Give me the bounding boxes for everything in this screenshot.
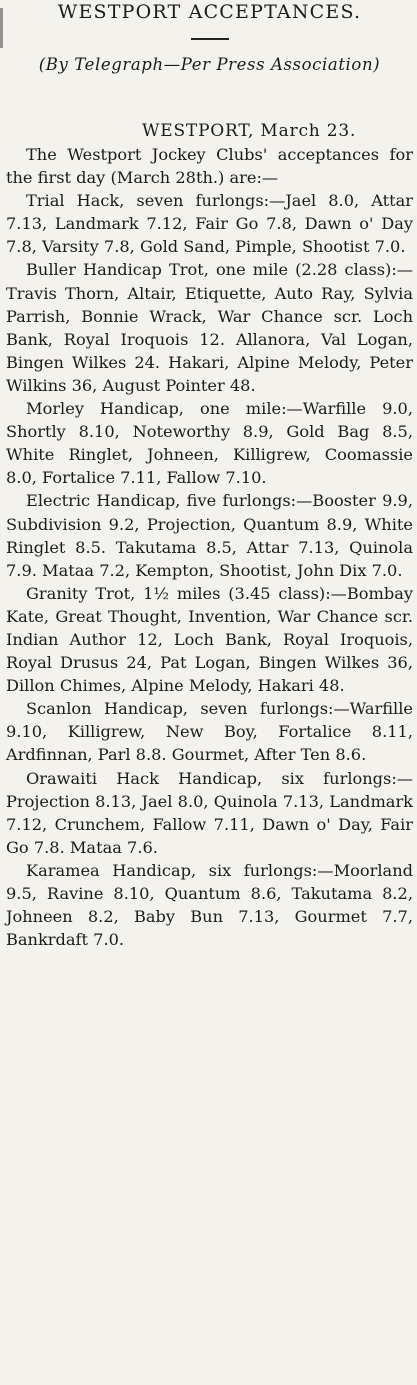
race-paragraph-karamea-handicap: Karamea Handicap, six furlongs:—Moorland 9.5, Ravine 8.10, Quantum 8.6, Takutama 8.2, Johneen 8.2, Baby Bun 7.13, Gourmet 7.7, Bankrdaft 7.0. (6, 860, 413, 950)
headline: WESTPORT ACCEPTANCES. (57, 1, 362, 23)
race-paragraph-trial-hack: Trial Hack, seven furlongs:—Jael 8.0, Attar 7.13, Landmark 7.12, Fair Go 7.8, Dawn o' Day 7.8, Varsity 7.8, Gold Sand, Pimple, Shootist 7.0. (6, 191, 413, 257)
race-paragraph-morley-handicap: Morley Handicap, one mile:—Warfille 9.0, Shortly 8.10, Noteworthy 8.9, Gold Bag 8.5, White Ringlet, Johneen, Killigrew, Coomassie 8.0, Fortalice 7.11, Fallow 7.10. (6, 399, 413, 488)
byline: (By Telegraph—Per Press Association) (38, 55, 381, 74)
dateline: WESTPORT, March 23. (142, 121, 357, 141)
race-paragraph-scanlon-handicap: Scanlon Handicap, seven furlongs:—Warfille 9.10, Killigrew, New Boy, Fortalice 8.11, Ardfinnan, Parl 8.8. Gourmet, After Ten 8.6. (6, 699, 413, 765)
headline-rule (191, 38, 229, 40)
column-edge-mark (0, 8, 3, 48)
race-paragraph-orawaiti-hack-handicap: Orawaiti Hack Handicap, six furlongs:—Projection 8.13, Jael 8.0, Quinola 7.13, Landmark 7.12, Crunchem, Fallow 7.11, Dawn o' Day, Fair Go 7.8. Mataa 7.6. (6, 768, 413, 857)
intro-paragraph: The Westport Jockey Clubs' acceptances for the first day (March 28th.) are:— (6, 145, 413, 188)
race-paragraph-electric-handicap: Electric Handicap, five furlongs:—Booster 9.9, Subdivision 9.2, Projection, Quantum 8.9, White Ringlet 8.5. Takutama 8.5, Attar 7.13, Quinola 7.9. Mataa 7.2, Kempton, Shootist, John Dix 7.0. (6, 491, 413, 580)
race-paragraph-buller-handicap-trot: Buller Handicap Trot, one mile (2.28 class):—Travis Thorn, Altair, Etiquette, Auto Ray, Sylvia Parrish, Bonnie Wrack, War Chance scr. Loch Bank, Royal Iroquois 12. Allanora, Val Logan, Bingen Wilkes 24. Hakari, Alpine Melody, Peter Wilkins 36, August Pointer 48. (6, 260, 413, 395)
race-paragraph-granity-trot: Granity Trot, 1½ miles (3.45 class):—Bombay Kate, Great Thought, Invention, War Chance scr. Indian Author 12, Loch Bank, Royal Iroquois, Royal Drusus 24, Pat Logan, Bingen Wilkes 36, Dillon Chimes, Alpine Melody, Hakari 48. (6, 583, 413, 696)
